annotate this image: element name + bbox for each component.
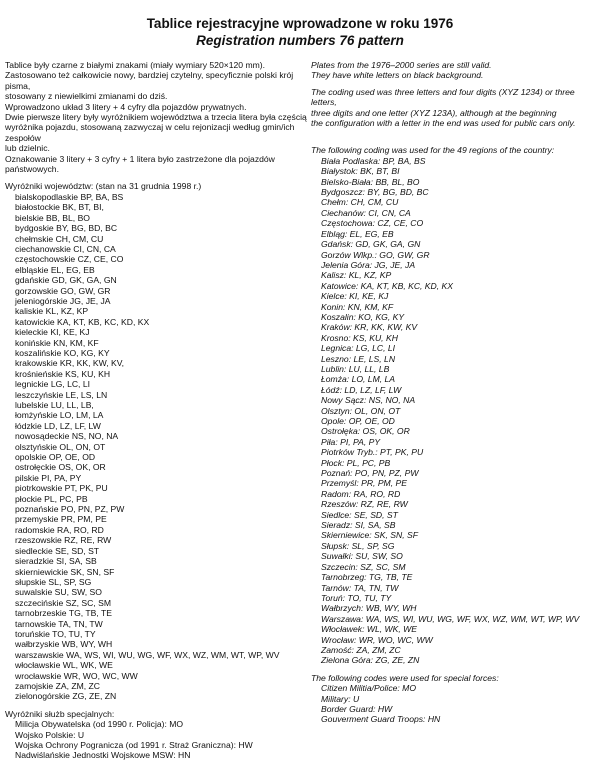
intro-polish-line: Dwie pierwsze litery były wyróżnikiem województwa a trzecia litera była częścią	[5, 112, 307, 123]
special-item-polish: Wojsko Polskie: U	[15, 729, 85, 740]
region-item-english: Słupsk: SL, SP, SG	[321, 540, 395, 551]
region-item-english: Warszawa: WA, WS, WI, WU, WG, WF, WX, WZ, WM, WT, WP, WV	[321, 613, 580, 624]
region-item-english: Szczecin: SZ, SC, SM	[321, 561, 406, 572]
region-item-english: Koszalin: KO, KG, KY	[321, 311, 405, 322]
region-item-polish: białostockie BK, BT, BI,	[15, 202, 104, 213]
special-item-english: Military: U	[321, 693, 360, 704]
intro-polish-line: Tablice były czarne z białymi znakami (miały wymiary 520×120 mm).	[5, 60, 266, 70]
region-item-polish: kieleckie KI, KE, KJ	[15, 327, 90, 338]
region-item-polish: łomżyńskie LO, LM, LA	[15, 410, 104, 421]
region-item-english: Tarnów: TA, TN, TW	[321, 582, 399, 593]
polish-column	[5, 60, 311, 761]
region-item-polish: pilskie PI, PA, PY	[15, 472, 82, 483]
intro-english-line: Plates from the 1976–2000 series are still valid.	[311, 60, 492, 70]
intro-polish-line: Zastosowano też całkowicie nowy, bardziej czytelny, specyficznie polski krój pisma,	[5, 70, 294, 91]
special-item-polish: Nadwiślańskie Jednostki Wojskowe MSW: HN	[15, 750, 191, 761]
intro-polish-line: Wprowadzono układ 3 litery + 4 cyfry dla pojazdów prywatnych.	[5, 101, 247, 112]
special-title-english: The following codes were used for special forces:	[311, 672, 499, 683]
intro-english-1	[311, 60, 596, 81]
regions-list-polish	[5, 192, 311, 702]
intro-polish-line: stosowany z niewielkimi zmianami do dziś.	[5, 91, 168, 102]
region-item-polish: tarnowskie TA, TN, TW	[15, 618, 103, 629]
intro-english-2	[311, 87, 596, 129]
special-item-polish: Wojska Ochrony Pogranicza (od 1991 r. Straż Graniczna): HW	[15, 740, 253, 750]
region-item-english: Ostrołęka: OS, OK, OR	[321, 426, 410, 437]
region-item-english: Częstochowa: CZ, CE, CO	[321, 218, 424, 229]
region-item-polish: gdańskie GD, GK, GA, GN	[15, 275, 117, 286]
title-polish: Tablice rejestracyjne wprowadzone w roku 1976	[146, 16, 454, 31]
region-item-polish: bielskie BB, BL, BO	[15, 212, 90, 223]
region-item-polish: piotrkowskie PT, PK, PU	[15, 483, 108, 494]
region-item-polish: toruńskie TO, TU, TY	[15, 628, 96, 639]
region-item-english: Katowice: KA, KT, KB, KC, KD, KX	[321, 280, 453, 291]
region-item-english: Biała Podlaska: BP, BA, BS	[321, 155, 426, 166]
region-item-english: Jelenia Góra: JG, JE, JA	[321, 259, 416, 270]
region-item-polish: wałbrzyskie WB, WY, WH	[15, 639, 113, 650]
region-item-polish: legnickie LG, LC, LI	[15, 379, 90, 390]
region-item-polish: radomskie RA, RO, RD	[15, 524, 104, 535]
region-item-english: Piła: PI, PA, PY	[321, 436, 381, 447]
region-item-english: Płock: PL, PC, PB	[321, 457, 391, 468]
region-item-polish: przemyskie PR, PM, PE	[15, 514, 107, 525]
region-item-polish: częstochowskie CZ, CE, CO	[15, 254, 124, 265]
region-item-english: Zielona Góra: ZG, ZE, ZN	[321, 655, 420, 666]
special-item-polish: Milicja Obywatelska (od 1990 r. Policja): MO	[15, 719, 184, 730]
region-item-polish: szczecińskie SZ, SC, SM	[15, 597, 111, 608]
region-item-english: Łódź: LD, LZ, LF, LW	[321, 384, 402, 395]
region-item-polish: gorzowskie GO, GW, GR	[15, 285, 111, 296]
region-item-english: Elbląg: EL, EG, EB	[321, 228, 394, 239]
region-item-english: Kalisz: KL, KZ, KP	[321, 270, 392, 281]
region-item-polish: wrocławskie WR, WO, WC, WW	[15, 670, 138, 681]
intro-english-line: The coding used was three letters and four digits (XYZ 1234) or three letters,	[311, 86, 575, 108]
region-item-polish: rzeszowskie RZ, RE, RW	[15, 535, 112, 546]
region-item-english: Radom: RA, RO, RD	[321, 488, 401, 499]
region-item-polish: skierniewickie SK, SN, SF	[15, 566, 115, 577]
region-item-polish: chełmskie CH, CM, CU	[15, 233, 104, 244]
special-list-polish	[5, 719, 311, 761]
region-item-polish: katowickie KA, KT, KB, KC, KD, KX	[15, 316, 150, 327]
english-column	[311, 60, 596, 761]
region-item-english: Rzeszów: RZ, RE, RW	[321, 499, 408, 510]
region-item-english: Siedlce: SE, SD, ST	[321, 509, 398, 520]
region-item-polish: słupskie SL, SP, SG	[15, 576, 92, 587]
intro-polish	[5, 60, 311, 174]
region-item-english: Wrocław: WR, WO, WC, WW	[321, 634, 433, 645]
region-item-polish: siedleckie SE, SD, ST	[15, 545, 100, 556]
region-item-polish: nowosądeckie NS, NO, NA	[15, 431, 119, 442]
region-item-polish: koszalińskie KO, KG, KY	[15, 347, 110, 358]
region-item-english: Opole: OP, OE, OD	[321, 416, 395, 426]
title-english: Registration numbers 76 pattern	[196, 33, 404, 48]
region-item-english: Kraków: KR, KK, KW, KV	[321, 322, 418, 333]
region-item-polish: poznańskie PO, PN, PZ, PW	[15, 504, 125, 515]
region-item-english: Leszno: LE, LS, LN	[321, 353, 396, 364]
region-item-polish: suwalskie SU, SW, SO	[15, 587, 102, 598]
region-item-english: Kielce: KI, KE, KJ	[321, 291, 389, 302]
region-item-english: Włocławek: WL, WK, WE	[321, 624, 417, 635]
region-item-english: Gdańsk: GD, GK, GA, GN	[321, 239, 421, 250]
region-item-english: Skierniewice: SK, SN, SF	[321, 530, 418, 541]
region-item-polish: zielonogórskie ZG, ZE, ZN	[15, 691, 117, 702]
region-item-english: Ciechanów: CI, CN, CA	[321, 207, 411, 218]
region-item-english: Wałbrzych: WB, WY, WH	[321, 603, 417, 614]
region-item-polish: jeleniogórskie JG, JE, JA	[15, 295, 111, 306]
intro-polish-line: Oznakowanie 3 litery + 3 cyfry + 1 litera było zastrzeżone dla pojazdów państwowych.	[5, 153, 275, 175]
region-item-english: Łomża: LO, LM, LA	[321, 374, 396, 385]
region-item-english: Bydgoszcz: BY, BG, BD, BC	[321, 187, 429, 198]
intro-english-line: They have white letters on black background.	[311, 70, 484, 81]
region-item-polish: ostrołęckie OS, OK, OR	[15, 462, 106, 473]
region-item-polish: krośnieńskie KS, KU, KH	[15, 368, 111, 379]
region-item-polish: łódzkie LD, LZ, LF, LW	[15, 420, 101, 431]
region-item-polish: włocławskie WL, WK, WE	[15, 660, 113, 671]
region-item-polish: olsztyńskie OL, ON, OT	[15, 441, 106, 452]
region-item-english: Białystok: BK, BT, BI	[321, 166, 400, 177]
special-item-english: Gouverment Guard Troops: HN	[321, 714, 441, 725]
special-list-english	[311, 683, 596, 725]
region-item-polish: bydgoskie BY, BG, BD, BC	[15, 223, 118, 234]
region-item-english: Tarnobrzeg: TG, TB, TE	[321, 572, 413, 583]
region-item-english: Piotrków Tryb.: PT, PK, PU	[321, 447, 424, 458]
region-item-english: Nowy Sącz: NS, NO, NA	[321, 395, 416, 406]
special-item-english: Border Guard: HW	[321, 703, 393, 714]
region-item-english: Zamość: ZA, ZM, ZC	[321, 644, 401, 655]
region-item-english: Toruń: TO, TU, TY	[321, 592, 392, 603]
region-item-polish: płockie PL, PC, PB	[15, 493, 88, 504]
intro-polish-line: lub dzielnic.	[5, 143, 50, 154]
region-item-polish: lubelskie LU, LL, LB,	[15, 400, 94, 410]
region-item-polish: konińskie KN, KM, KF	[15, 337, 99, 348]
region-item-english: Przemyśl: PR, PM, PE	[321, 478, 407, 489]
regions-list-english	[311, 156, 596, 666]
region-item-polish: tarnobrzeskie TG, TB, TE	[15, 608, 112, 619]
region-item-polish: sieradzkie SI, SA, SB	[15, 556, 97, 567]
region-item-english: Poznań: PO, PN, PZ, PW	[321, 468, 419, 479]
region-item-polish: leszczyńskie LE, LS, LN	[15, 389, 108, 400]
region-item-polish: elbląskie EL, EG, EB	[15, 264, 95, 275]
region-item-english: Lublin: LU, LL, LB	[321, 363, 390, 374]
region-item-english: Olsztyn: OL, ON, OT	[321, 405, 401, 416]
special-title-polish: Wyróżniki służb specjalnych:	[5, 708, 115, 719]
region-item-english: Gorzów Wlkp.: GO, GW, GR	[321, 249, 430, 260]
region-item-polish: kaliskie KL, KZ, KP	[15, 306, 89, 317]
region-item-polish: krakowskie KR, KK, KW, KV,	[15, 358, 125, 369]
region-item-polish: zamojskie ZA, ZM, ZC	[15, 680, 100, 691]
intro-english-line: three digits and one letter (XYZ 123A), although at the beginning	[311, 107, 557, 118]
region-item-polish: warszawskie WA, WS, WI, WU, WG, WF, WX, WZ, WM, WT, WP, WV	[15, 649, 280, 660]
region-item-english: Bielsko-Biała: BB, BL, BO	[321, 176, 420, 187]
intro-english-line: the configuration with a letter in the end was used for public cars only.	[311, 118, 576, 129]
intro-polish-line: wyróżnika pojazdu, stosowaną zazwyczaj w celu rejonizacji według gmin/ich zespołów	[5, 122, 295, 143]
region-item-polish: ciechanowskie CI, CN, CA	[15, 243, 116, 254]
content-columns	[5, 60, 596, 761]
region-item-english: Chełm: CH, CM, CU	[321, 197, 399, 208]
region-item-english: Krosno: KS, KU, KH	[321, 332, 398, 343]
special-item-english: Citizen Militia/Police: MO	[321, 683, 417, 694]
region-item-polish: bialskopodlaskie BP, BA, BS	[15, 191, 124, 202]
region-item-polish: opolskie OP, OE, OD	[15, 452, 96, 463]
region-item-english: Konin: KN, KM, KF	[321, 301, 394, 312]
regions-title-english: The following coding was used for the 49 regions of the country:	[311, 145, 555, 156]
region-item-english: Legnica: LG, LC, LI	[321, 343, 396, 354]
region-item-english: Sieradz: SI, SA, SB	[321, 520, 396, 531]
region-item-english: Suwałki: SU, SW, SO	[321, 551, 403, 562]
regions-title-polish: Wyróżniki województw: (stan na 31 grudnia 1998 r.)	[5, 181, 202, 192]
